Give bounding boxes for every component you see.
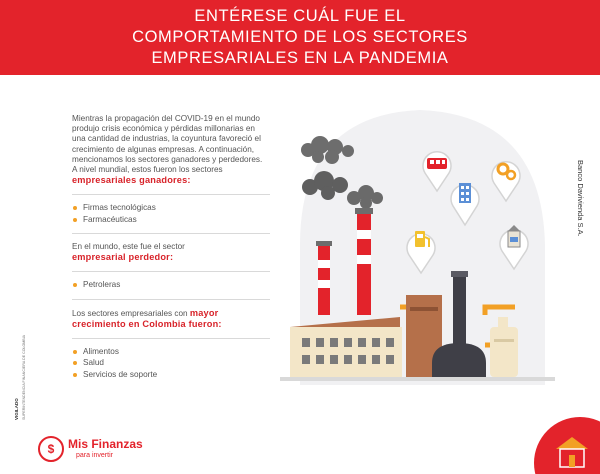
chimney-right (355, 208, 373, 315)
bullet-dot-icon (73, 206, 77, 210)
list-item: Alimentos (72, 347, 270, 357)
header-banner (0, 0, 600, 75)
list-item: Petroleras (72, 280, 270, 290)
page-title: ENTÉRESE CUÁL FUE EL COMPORTAMIENTO DE LOS SECTORES EMPRESARIALES EN LA PANDEMIA (132, 7, 468, 67)
logo-tagline: para invertir (76, 452, 113, 459)
bullet-dot-icon (73, 283, 77, 287)
bullet-dot-icon (73, 373, 77, 377)
vigilado-sub: SUPERINTENDENCIA FINANCIERA DE COLOMBIA (22, 334, 26, 420)
list-item: Salud (72, 358, 270, 368)
divider (72, 271, 270, 272)
list-item: Firmas tecnológicas (72, 203, 270, 213)
world-lead: A nivel mundial, estos fueron los sectores (72, 165, 223, 175)
logo-name: Mis Finanzas (68, 437, 143, 451)
bullet-dot-icon (73, 218, 77, 222)
colombia-list (72, 347, 270, 381)
intro-paragraph: Mientras la propagación del COVID-19 en el mundo produjo crisis económica y pérdidas millonarias en una cantidad de industrias, la coyuntura favoreció el crecimiento de algunas empresas. A continuación, mencionamos los sectores ganadores y perdedores. (72, 114, 263, 164)
bullet-dot-icon (73, 361, 77, 365)
list-item: Farmacéuticas (72, 215, 270, 225)
article-body (72, 114, 270, 382)
legal-side-text: Banco Davivienda S.A. (576, 160, 585, 237)
coin-icon: $ (38, 436, 64, 462)
divider (72, 194, 270, 195)
chimney-left (316, 241, 332, 315)
loser-list (72, 280, 270, 290)
world-list (72, 203, 270, 225)
colombia-highlight: crecimiento en Colombia fueron: (72, 318, 222, 329)
world-highlight: empresariales ganadores: (72, 175, 191, 186)
divider (72, 338, 270, 339)
loser-highlight: empresarial perdedor: (72, 252, 174, 263)
factory-building (290, 317, 402, 377)
loser-lead: En el mundo, este fue el sector (72, 242, 185, 252)
list-item: Servicios de soporte (72, 370, 270, 380)
divider (72, 299, 270, 300)
colombia-lead: Los sectores empresariales con mayor (72, 307, 219, 318)
vigilado-label: VIGILADO (14, 398, 19, 420)
mis-finanzas-logo (38, 436, 143, 462)
divider (72, 233, 270, 234)
factory-illustration (280, 95, 580, 395)
colombia-lead-highlight: mayor (189, 307, 219, 318)
davivienda-house-icon (520, 405, 600, 474)
bullet-dot-icon (73, 350, 77, 354)
